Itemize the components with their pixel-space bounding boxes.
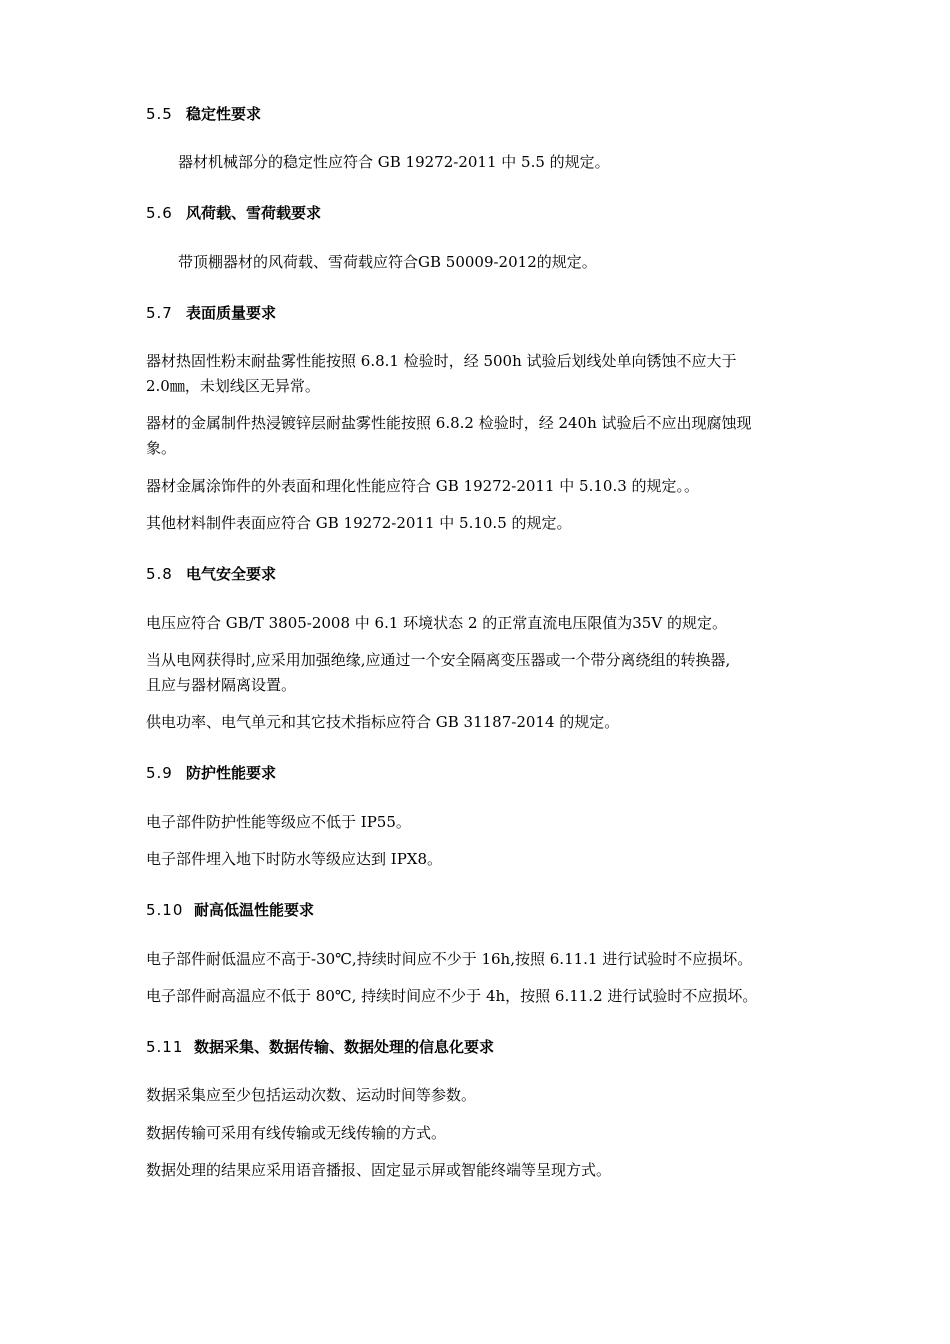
section-title: 防护性能要求 bbox=[186, 764, 277, 782]
section-title: 耐高低温性能要求 bbox=[194, 901, 315, 919]
section-heading bbox=[146, 564, 276, 584]
section-title: 数据采集、数据传输、数据处理的信息化要求 bbox=[194, 1038, 495, 1056]
section-title: 风荷载、雪荷载要求 bbox=[186, 204, 322, 222]
paragraph: 器材的金属制件热浸镀锌层耐盐雾性能按照 6.8.2 检验时，经 240h 试验后不应出现腐蚀现 bbox=[146, 414, 752, 432]
paragraph: 当从电网获得时,应采用加强绝缘,应通过一个安全隔离变压器或一个带分离绕组的转换器, bbox=[146, 651, 731, 669]
paragraph: 数据采集应至少包括运动次数、运动时间等参数。 bbox=[146, 1086, 477, 1104]
section-heading bbox=[146, 1037, 494, 1057]
paragraph: 数据处理的结果应采用语音播报、固定显示屏或智能终端等呈现方式。 bbox=[146, 1161, 612, 1179]
paragraph: 其他材料制件表面应符合 GB 19272-2011 中 5.10.5 的规定。 bbox=[146, 514, 572, 532]
paragraph: 且应与器材隔离设置。 bbox=[146, 676, 297, 694]
paragraph: 器材机械部分的稳定性应符合 GB 19272-2011 中 5.5 的规定。 bbox=[178, 153, 610, 171]
section-number: 5.5 bbox=[146, 105, 173, 123]
section-title: 电气安全要求 bbox=[186, 565, 277, 583]
section-heading bbox=[146, 763, 276, 783]
paragraph: 数据传输可采用有线传输或无线传输的方式。 bbox=[146, 1124, 447, 1142]
paragraph: 电子部件耐高温应不低于 80℃, 持续时间应不少于 4h，按照 6.11.2 进行试验时不应损坏。 bbox=[146, 987, 758, 1005]
paragraph: 电子部件耐低温应不高于-30℃,持续时间应不少于 16h,按照 6.11.1 进行试验时不应损坏。 bbox=[146, 950, 753, 968]
paragraph: 2.0㎜，未划线区无异常。 bbox=[146, 377, 320, 395]
section-heading bbox=[146, 104, 261, 124]
section-number: 5.11 bbox=[146, 1038, 184, 1056]
paragraph: 电子部件埋入地下时防水等级应达到 IPX8。 bbox=[146, 850, 443, 868]
section-number: 5.6 bbox=[146, 204, 173, 222]
section-number: 5.8 bbox=[146, 565, 173, 583]
section-heading bbox=[146, 900, 314, 920]
paragraph: 器材热固性粉末耐盐雾性能按照 6.8.1 检验时，经 500h 试验后划线处单向锈蚀不应大于 bbox=[146, 352, 737, 370]
paragraph: 器材金属涂饰件的外表面和理化性能应符合 GB 19272-2011 中 5.10.3 的规定。。 bbox=[146, 477, 700, 495]
section-heading bbox=[146, 303, 276, 323]
paragraph: 供电功率、电气单元和其它技术指标应符合 GB 31187-2014 的规定。 bbox=[146, 713, 620, 731]
section-number: 5.9 bbox=[146, 764, 173, 782]
section-heading bbox=[146, 203, 321, 223]
section-title: 表面质量要求 bbox=[186, 304, 277, 322]
section-number: 5.10 bbox=[146, 901, 184, 919]
paragraph: 电子部件防护性能等级应不低于 IP55。 bbox=[146, 813, 411, 831]
paragraph: 带顶棚器材的风荷载、雪荷载应符合GB 50009-2012的规定。 bbox=[178, 253, 597, 271]
paragraph: 电压应符合 GB/T 3805-2008 中 6.1 环境状态 2 的正常直流电压限值为35V 的规定。 bbox=[146, 614, 727, 632]
section-title: 稳定性要求 bbox=[186, 105, 262, 123]
section-number: 5.7 bbox=[146, 304, 173, 322]
paragraph: 象。 bbox=[146, 439, 177, 457]
